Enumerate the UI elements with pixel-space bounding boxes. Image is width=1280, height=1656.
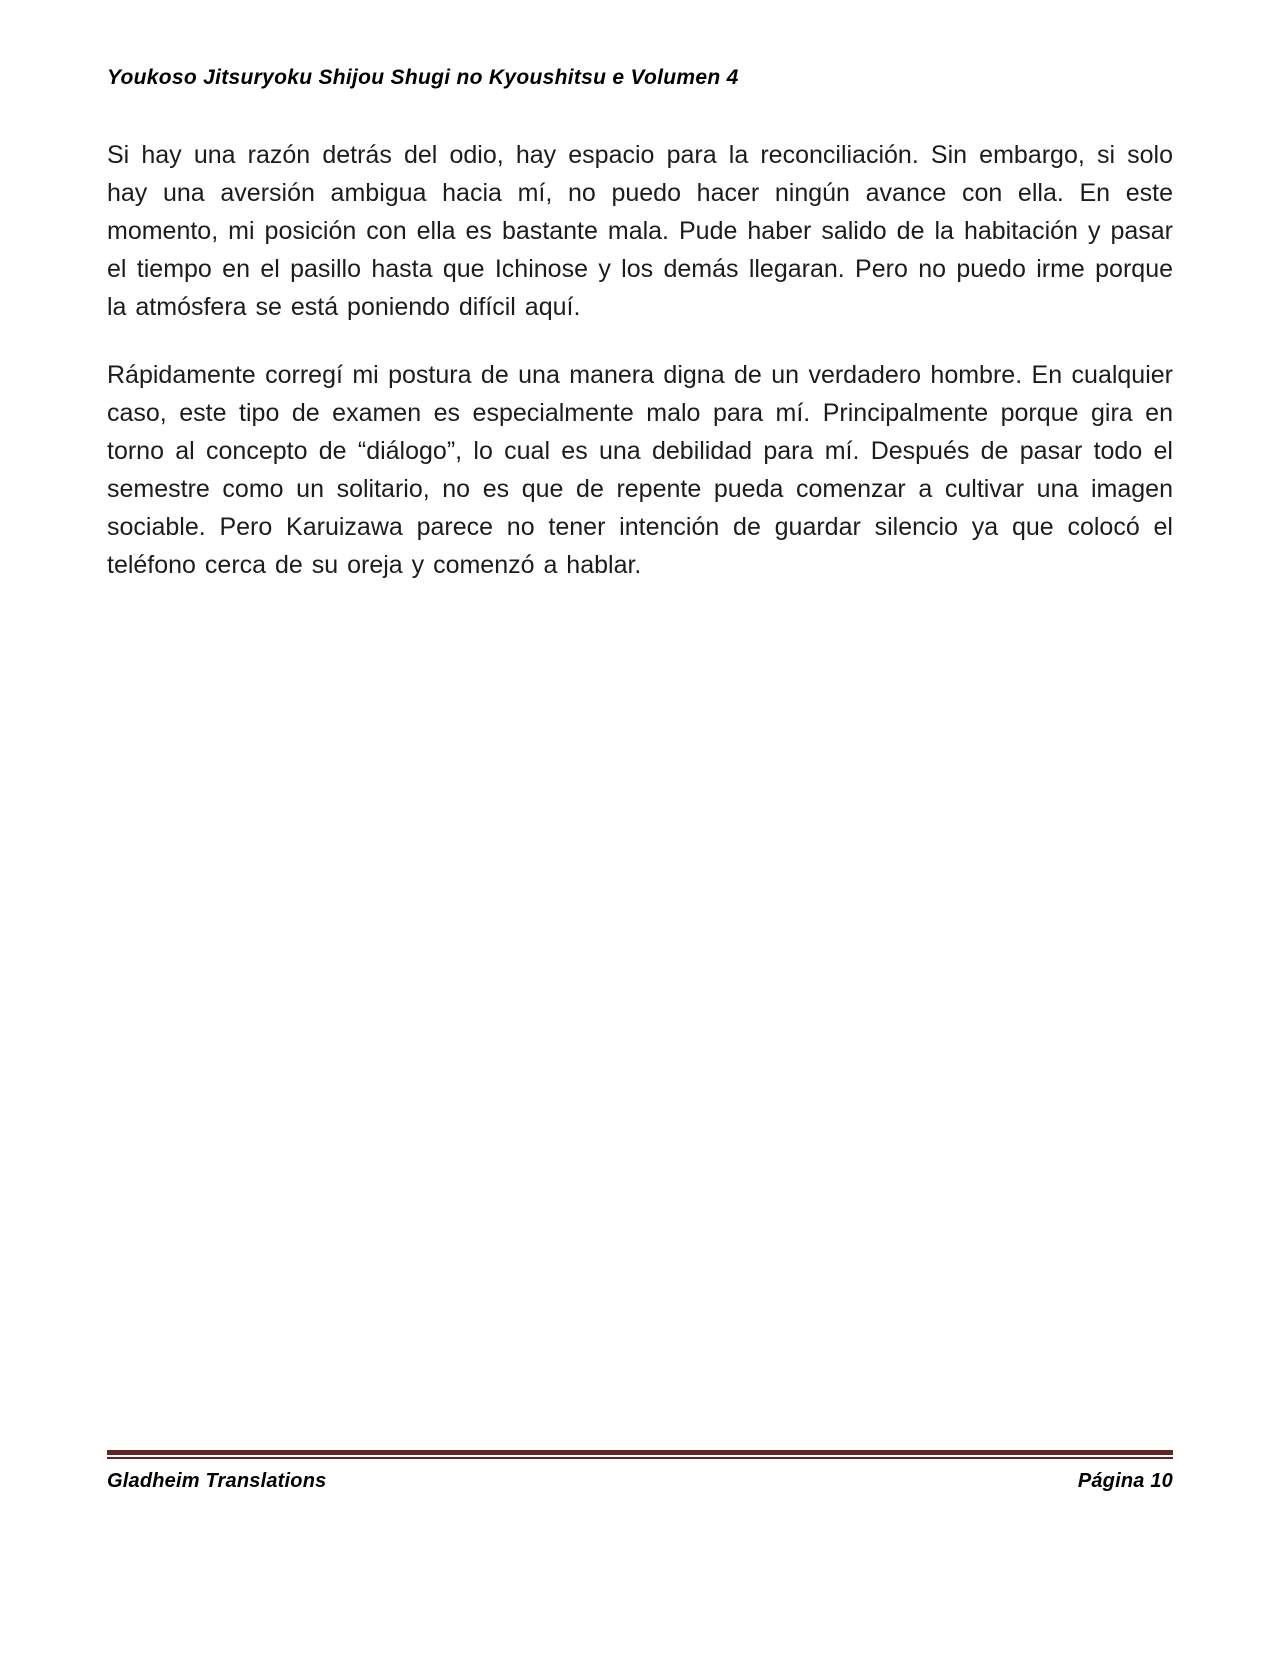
paragraph: Rápidamente corregí mi postura de una manera digna de un verdadero hombre. En cualquier caso, este tipo de examen es especialmente malo para mí. Principalmente porque gira en torno al concepto de “diálogo”, lo cual es una debilidad para mí. Después de pasar todo el semestre como un solitario, no es que de repente pueda comenzar a cultivar una imagen sociable. Pero Karuizawa parece no tener intención de guardar silencio ya que colocó el teléfono cerca de su oreja y comenzó a hablar. xyxy=(107,361,1173,579)
page-header xyxy=(107,66,1173,90)
document-body xyxy=(107,136,1173,584)
paragraph: Si hay una razón detrás del odio, hay espacio para la reconciliación. Sin embargo, si solo hay una aversión ambigua hacia mí, no puedo hacer ningún avance con ella. En este momento, mi posición con ella es bastante mala. Pude haber salido de la habitación y pasar el tiempo en el pasillo hasta que Ichinose y los demás llegaran. Pero no puedo irme porque la atmósfera se está poniendo difícil aquí. xyxy=(107,141,1173,321)
footer-divider-thin-line xyxy=(107,1457,1173,1459)
page-footer xyxy=(107,1470,1173,1493)
footer-page-number: Página 10 xyxy=(1077,1470,1173,1492)
header-title: Youkoso Jitsuryoku Shijou Shugi no Kyoushitsu e Volumen 4 xyxy=(107,66,739,89)
footer-divider xyxy=(107,1450,1173,1459)
footer-left-text: Gladheim Translations xyxy=(107,1470,327,1492)
